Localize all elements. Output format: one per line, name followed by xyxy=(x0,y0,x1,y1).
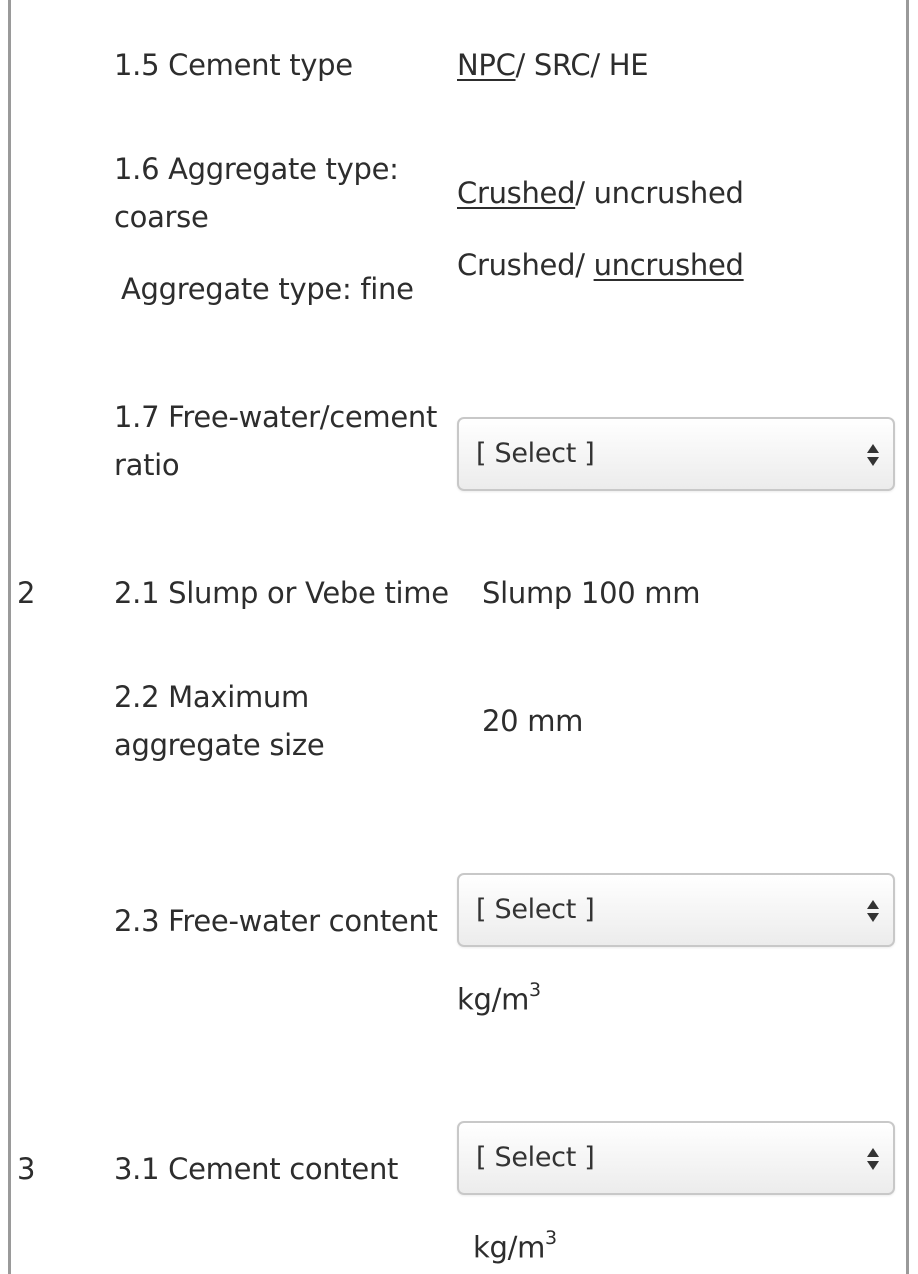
unit-text: kg/m xyxy=(457,982,530,1017)
select-arrows-icon xyxy=(865,441,881,469)
aggregate-coarse-value xyxy=(457,169,744,217)
unit-superscript: 3 xyxy=(545,1227,557,1249)
select-arrows-icon xyxy=(865,1145,881,1173)
wc-ratio-select[interactable] xyxy=(457,417,895,491)
max-aggregate-label-line1: 2.2 Maximum xyxy=(114,680,309,714)
aggregate-coarse-label-line1: 1.6 Aggregate type: xyxy=(114,152,399,186)
aggregate-fine-other: Crushed/ xyxy=(457,248,594,282)
max-aggregate-value: 20 mm xyxy=(482,704,584,738)
unit-superscript: 3 xyxy=(529,979,541,1001)
cement-content-label: 3.1 Cement content xyxy=(114,1152,399,1186)
aggregate-coarse-other: / uncrushed xyxy=(575,176,744,210)
free-water-select[interactable] xyxy=(457,873,895,947)
max-aggregate-label-line2: aggregate size xyxy=(114,728,325,762)
cement-content-unit xyxy=(473,1217,557,1272)
cement-type-other: / SRC/ HE xyxy=(515,48,649,82)
cement-content-select-value: [ Select ] xyxy=(476,1142,595,1173)
aggregate-coarse-selected: Crushed xyxy=(457,176,576,210)
cement-type-options xyxy=(457,41,648,89)
wc-ratio-select-value: [ Select ] xyxy=(476,438,595,469)
unit-text: kg/m xyxy=(473,1230,546,1265)
wc-ratio-label-line1: 1.7 Free-water/cement xyxy=(114,400,438,434)
table-right-border xyxy=(906,0,909,1274)
section-number-3: 3 xyxy=(17,1152,36,1186)
cement-type-label: 1.5 Cement type xyxy=(114,48,353,82)
cement-content-select[interactable] xyxy=(457,1121,895,1195)
slump-value: Slump 100 mm xyxy=(482,576,701,610)
select-arrows-icon xyxy=(865,897,881,925)
wc-ratio-label-line2: ratio xyxy=(114,448,180,482)
table-left-border xyxy=(8,0,11,1274)
slump-label: 2.1 Slump or Vebe time xyxy=(114,576,449,610)
aggregate-coarse-label-line2: coarse xyxy=(114,200,209,234)
section-number-2: 2 xyxy=(17,576,36,610)
aggregate-fine-selected: uncrushed xyxy=(593,248,744,282)
free-water-unit xyxy=(457,969,541,1024)
cement-type-selected: NPC xyxy=(457,48,516,82)
free-water-label: 2.3 Free-water content xyxy=(114,904,438,938)
aggregate-fine-value xyxy=(457,241,744,289)
free-water-select-value: [ Select ] xyxy=(476,894,595,925)
aggregate-fine-label: Aggregate type: fine xyxy=(121,272,414,306)
